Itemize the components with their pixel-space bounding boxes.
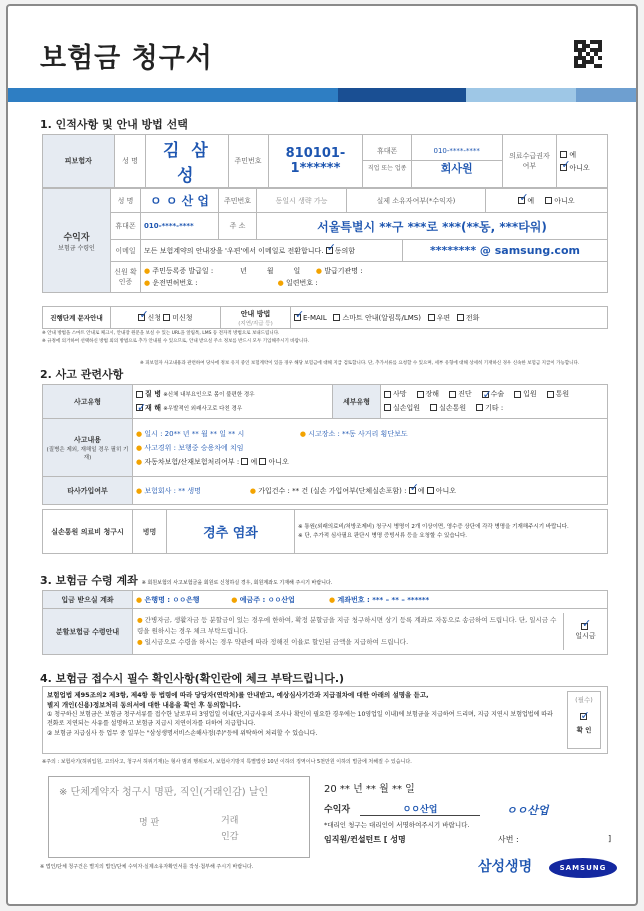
car-insurance-text: 자동차보험/산재보험처리여부 : <box>144 457 240 466</box>
bank-name[interactable]: 은행명 : ㅇㅇ은행 <box>144 595 200 604</box>
detail-checkbox[interactable] <box>449 391 456 398</box>
section-2-note: ※ 피보험자 사고내용과 관련하여 당사에 정보 유지 중인 보험계약이 있을 경우 해당 보험금에 대해 지급 검토합니다. 단, 추가서류를 요청할 수 있으며, 세부 유형에 대해 상세히 기재하신 경우 신속한 보험금 지급이 가능합니다. <box>140 361 580 366</box>
confirm-item-2: ② 보험금 지급심사 등 업무 중 일부는 "삼성생명서비스손해사정(주)"등에 위탁하여 처리할 수 있습니다. <box>47 729 318 737</box>
brand-name: 삼성생명 <box>478 859 533 875</box>
r-idnum-label: 주민번호 <box>219 189 257 213</box>
progress-none-checkbox[interactable] <box>163 314 170 321</box>
loss-no-label: 아니오 <box>435 486 456 495</box>
corp-serial[interactable]: 일련번호 : <box>285 279 318 288</box>
detail-label: 실손통원 <box>439 403 467 412</box>
split-label: 분할보험금 수령안내 <box>43 609 133 655</box>
section-3-title: 3. 보험금 수령 계좌 <box>40 574 138 587</box>
detail-types-row-1 <box>384 388 604 401</box>
detail-checkbox[interactable] <box>482 391 489 398</box>
medical-no-checkbox[interactable] <box>560 164 567 171</box>
detail-label: 세부유형 <box>333 385 381 419</box>
detail-label: 통원 <box>555 390 570 399</box>
recipient-address[interactable]: 서울특별시 **구 ***로 ***(**동, ***타워) <box>257 213 608 240</box>
detail-types-row-2 <box>384 402 604 415</box>
corp-issuer[interactable]: 발급기관명 : <box>324 266 363 275</box>
split-text: 간병자금, 생활자금 등 분할금이 있는 경우에 한하여, 확정 분할금을 지금 청구하시면 상기 등록 계좌로 자동으로 송금하여 드립니다. 단, 일시금 수령을 원하시는 경우 체크 부탁드립니다. <box>137 615 557 635</box>
insured-phone[interactable]: 010-****-**** <box>412 144 502 161</box>
detail-checkbox[interactable] <box>514 391 521 398</box>
idnum-label: 주민번호 <box>228 135 268 188</box>
content-label: 사고내용 <box>73 435 102 444</box>
seal-right-1: 거래 <box>221 816 239 826</box>
guide-email-label: E-MAIL <box>303 313 327 322</box>
corp-month: 월 <box>266 266 274 275</box>
section-2-heading: 2. 사고 관련사항 <box>40 368 124 381</box>
detail-label: 입원 <box>523 390 537 399</box>
seal-box[interactable] <box>48 776 310 858</box>
owner-no-checkbox[interactable] <box>545 197 552 204</box>
insured-name[interactable]: 김 삼 성 <box>146 135 228 188</box>
recipient-name[interactable]: ㅇ ㅇ 산 업 <box>141 189 219 213</box>
recipient-label: 수익자 <box>63 232 90 243</box>
insured-job[interactable]: 회사원 <box>440 162 473 175</box>
corp-license[interactable]: 운전면허번호 : <box>152 279 198 288</box>
corp-id-label: 신원 확인증 <box>111 262 141 293</box>
must-label: (필수) <box>575 696 593 704</box>
confirm-line-2: 별지 개인(신용)정보처리 동의서에 대한 내용을 확인 후 동의합니다. <box>47 701 241 710</box>
lump-sum-label: 일시금 <box>575 631 596 640</box>
loss-no-checkbox[interactable] <box>427 487 434 494</box>
accident-date[interactable]: 일시 : 20** 년 ** 월 ** 일 ** 시 <box>144 429 245 438</box>
detail-checkbox[interactable] <box>384 404 391 411</box>
corp-id-date[interactable]: 주민등록증 발급일 : <box>152 266 214 275</box>
stripe-seg-1 <box>8 88 338 102</box>
guide-note-2: ※ 규정에 의거하여 선택하신 방법 외의 방법으로 추가 안내될 수 있으므로, 안내 받으실 주소 정보를 반드시 모두 기입해주시기 바랍니다. <box>42 339 310 344</box>
guide-label: 안내 방법 <box>240 309 271 318</box>
progress-label: 진행단계 문자안내 <box>43 307 111 329</box>
detail-checkbox[interactable] <box>430 404 437 411</box>
seal-left: 명 판 <box>139 818 160 828</box>
sign-recipient-label: 수익자 <box>324 805 351 815</box>
loss-note-1: ※ 통원(외래의료비/처방조제비) 청구시 병명이 2개 이상이면, 영수증 상단에 각각 병명을 기재해주시기 바랍니다. <box>298 523 569 530</box>
sign-recipient-value[interactable]: ㅇㅇ산업 <box>360 802 480 816</box>
confirm-box <box>42 686 608 754</box>
email-convert-text: 모든 보험계약의 안내장을 '우편'에서 이메일로 전환합니다. <box>144 246 324 255</box>
other-label: 타사가입여부 <box>43 477 133 505</box>
stripe-seg-3 <box>466 88 576 102</box>
accident-cause[interactable]: 사고경위 : 보행중 승용차에 치임 <box>144 443 244 452</box>
car-no-label: 아니오 <box>268 457 289 466</box>
lump-sum-checkbox[interactable] <box>581 623 588 630</box>
other-count[interactable]: 가입건수 : ** 건 (실손 가입여부(단체실손포함) : <box>258 486 407 495</box>
section-3-heading <box>40 572 332 588</box>
accident-content-table: 사고내용 (질병은 제외, 재해일 경우 필히 기재) ● 일시 : 20** 년 ** 월 ** 일 ** 시 ● 시고장소 : **동 사거리 횡단보도 ● 사고경위 : 보행중 승용차에 치임 ● 자동차보험/산재보험처리여부 : 예 아니오 타사가입여부 ● 보험회사 : ** 생명 ● 가입건수 : ** 건 (실손 가입여부(단체실손포함) : ✓ 예 아니오 <box>42 418 608 505</box>
guide-note-1: ※ 안내 방법을 스마트 안내로 체크시, 안내장 원문을 보실 수 있는 URL을 알림톡, LMS 등 전자적 방법으로 보내드립니다. <box>42 331 280 336</box>
bottom-note: ※ 법인/단체 청구건은 별지의 법인/단체 수익자·실제소유자확인서를 작성·첨부해 주시기 바랍니다. <box>40 864 254 870</box>
insured-idnum[interactable]: 810101-1****** <box>268 135 363 188</box>
disease-checkbox[interactable] <box>136 391 143 398</box>
staff-id[interactable]: 사번 : <box>498 835 519 844</box>
phone-label: 휴대폰 <box>363 144 410 161</box>
email-agree-checkbox[interactable] <box>326 247 333 254</box>
qr-code-icon <box>574 40 602 68</box>
detail-label: 기타 : <box>485 403 504 412</box>
seal-right-2: 인감 <box>221 832 239 842</box>
staff-bracket: ] <box>608 834 612 843</box>
confirm-label: 확 인 <box>576 726 592 735</box>
guide-phone-checkbox[interactable] <box>457 314 464 321</box>
account-holder[interactable]: 예금주 : ㅇㅇ산업 <box>239 595 295 604</box>
recipient-email[interactable]: ******** @ samsung.com <box>403 239 608 261</box>
guide-sublabel: (지연/지급 등) <box>238 320 273 327</box>
confirm-line-1: 보험업법 제95조의2 제3항, 제4항 등 법령에 따라 당당자(연락처)를 안내받고, 예상심사기간과 지급절차에 대한 아래의 설명을 듣고, <box>47 691 429 699</box>
account-number[interactable]: 계좌번호 : *** – ** – ****** <box>337 595 430 604</box>
section-4-heading: 4. 보험금 접수시 필수 확인사항(확인란에 체크 부탁드립니다.) <box>40 672 345 685</box>
confirm-item-1: ① 청구하신 보험금은 보험금 청구서류를 접수한 날로부터 3영업일 이내(단,지급사유의 조사나 확인이 필요한 경우에는 10영업일 이내)에 보험금을 지급하여 드리며, 지급 지연시 보험업법에 따라 전화로 지연되는 사유를 설명하고 보험금 지급시 지연이자를 더하여 지급합니다. <box>47 711 553 728</box>
progress-apply-checkbox[interactable] <box>138 314 145 321</box>
disease-name-value[interactable]: 경추 염좌 <box>167 510 295 554</box>
account-table: 입금 받으실 계좌 ● 은행명 : ㅇㅇ은행 ● 예금주 : ㅇㅇ산업 ● 계좌번호 : *** – ** – ****** 분할보험금 수령안내 ● 간병자금, 생활자금 등 분할금이 있는 경우에 한하여, 확정 분할금을 지금 청구하시면 상기 등록 계좌로 자동으로 송금하여 드립니다. 단, 일시금 수령을 원하시는 경우 체크 부탁드립니다. ● 일시금으로 수령을 하시는 경우 약관에 따라 정해진 이율로 할인된 금액을 지급하여 드립니다. ✓ 일시금 <box>42 590 608 655</box>
split-text-2: 일시금으로 수령을 하시는 경우 약관에 따라 정해진 이율로 할인된 금액을 지급하여 드립니다. <box>144 638 409 647</box>
car-yes-checkbox[interactable] <box>241 458 248 465</box>
name-label: 성 명 <box>114 135 146 188</box>
guide-method-table <box>42 306 608 329</box>
qr-cell <box>598 64 602 68</box>
r-email-label: 이메일 <box>111 239 141 261</box>
account-label: 입금 받으실 계좌 <box>43 591 133 609</box>
recipient-sublabel: 보험금 수령인 <box>58 244 95 252</box>
job-label: 직업 또는 업종 <box>367 165 407 172</box>
guide-email-checkbox[interactable] <box>294 314 301 321</box>
disease-note: ※신체 내부요인으로 몸이 불편한 경우 <box>163 392 255 399</box>
medical-no-label: 아니오 <box>569 163 590 172</box>
disease-name-label: 병명 <box>133 510 167 554</box>
section-1-heading: 1. 인적사항 및 안내 방법 선택 <box>40 118 188 131</box>
detail-checkbox[interactable] <box>417 391 424 398</box>
guide-phone-label: 전화 <box>465 313 480 322</box>
personal-info-table <box>42 134 608 188</box>
detail-checkbox[interactable] <box>547 391 554 398</box>
stripe-seg-4 <box>576 88 636 102</box>
owner-yes-checkbox[interactable] <box>518 197 525 204</box>
medical-yes-checkbox[interactable] <box>560 151 567 158</box>
insured-label: 피보험자 <box>43 135 115 188</box>
detail-label: 진단 <box>458 390 472 399</box>
guide-mail-label: 우편 <box>436 313 451 322</box>
loss-yes-checkbox[interactable] <box>409 487 416 494</box>
header-stripe <box>8 88 636 102</box>
owner-no-label: 아니오 <box>554 196 575 205</box>
detail-label: 장해 <box>425 390 440 399</box>
medical-label: 의료수급권자 여부 <box>502 135 557 188</box>
samsung-logo-icon: SAMSUNG <box>549 858 617 878</box>
accident-place[interactable]: 시고장소 : **동 사거리 횡단보도 <box>308 429 408 438</box>
medical-yes-label: 예 <box>569 150 577 159</box>
progress-apply-label: 신청 <box>147 313 161 322</box>
owner-yes-label: 예 <box>527 196 535 205</box>
guide-sms-label: 스마트 안내(알림톡/LMS) <box>342 313 421 322</box>
loss-note-2: ※ 단, 추가적 심사필요 판단시 병명 증빙서류 등을 요청할 수 있습니다. <box>298 532 468 539</box>
detail-label: 사망 <box>393 390 407 399</box>
injury-checkbox[interactable] <box>136 404 143 411</box>
section-3-note: ※ 회원보험의 사고보험금을 회원로 신청하실 경우, 회원계좌도 기재해 주시기 바랍니다. <box>141 580 333 586</box>
detail-checkbox[interactable] <box>384 391 391 398</box>
email-agree-label: 동의함 <box>334 246 356 255</box>
recipient-table: 수익자 보험금 수령인 성 명 ㅇ ㅇ 산 업 주민번호 동일시 생략 가능 실제 소유자여부(*수익자) ✓ 예 아니오 휴대폰 010-****-**** 주 소 서울특별시 **구 ***로 ***(**동, ***타워) 이메일 모든 보험계약의 안내장을 '우편'에서 이메일로 전환합니다. ✓ 동의함 ******** @ samsung.com 신원 확인증 ● 주민등록증 발급일 : 년 월 일 ● 발급기관명 : ● 운전면허번호 : ● 일련번호 : <box>42 188 608 293</box>
injury-label: 재 해 <box>145 403 161 412</box>
corp-year: 년 <box>239 266 247 275</box>
detail-label: 실손입원 <box>393 403 421 412</box>
claim-form-page <box>6 4 638 906</box>
detail-label: 수술 <box>490 390 505 399</box>
loss-yes-label: 예 <box>417 486 425 495</box>
seal-box-hint: ※ 단체계약자 청구시 명판, 직인(거래인감) 날인 <box>59 787 269 798</box>
r-actual-owner: 실제 소유자여부(*수익자) <box>347 189 486 213</box>
loss-label: 실손통원 의료비 청구시 <box>43 510 133 554</box>
type-label: 사고유형 <box>43 385 133 419</box>
proxy-note: *대리인 청구는 대리인이 서명하여주시기 바랍니다. <box>324 821 470 829</box>
stripe-seg-2 <box>338 88 466 102</box>
fraud-warning: ※주의 : 보험사기(허위입원, 고의사고, 청구서 허위기재)는 형사 범죄 행위로서, 보험사기방지 특별법상 10년 이하의 징역이나 5천만원 이하의 벌금에 처해질 수 있습니다. <box>42 759 412 765</box>
r-name-label: 성 명 <box>111 189 141 213</box>
injury-note: ※우발적인 외래사고로 다친 경우 <box>163 405 243 412</box>
progress-none-label: 미신청 <box>172 313 193 322</box>
accident-table <box>42 384 608 419</box>
staff-label: 임직원/컨설턴트 [ 성명 <box>324 835 406 844</box>
guide-sms-checkbox[interactable] <box>333 314 340 321</box>
r-addr-label: 주 소 <box>219 213 257 240</box>
page-title: 보험금 청구서 <box>40 43 213 74</box>
disease-label: 질 병 <box>145 390 161 399</box>
recipient-phone[interactable]: 010-****-**** <box>141 213 219 240</box>
loss-claim-table <box>42 509 608 554</box>
car-yes-label: 예 <box>250 457 258 466</box>
content-sublabel: (질병은 제외, 재해일 경우 필히 기재) <box>46 446 129 461</box>
r-idnum-hint[interactable]: 동일시 생략 가능 <box>257 189 347 213</box>
guide-mail-checkbox[interactable] <box>428 314 435 321</box>
r-phone-label: 휴대폰 <box>111 213 141 240</box>
sign-date[interactable]: 20 ** 년 ** 월 ** 일 <box>324 784 415 795</box>
confirm-checkbox[interactable] <box>580 713 587 720</box>
car-no-checkbox[interactable] <box>259 458 266 465</box>
other-company[interactable]: 보험회사 : ** 생명 <box>144 486 201 495</box>
signature[interactable]: ㅇㅇ산업 <box>506 804 549 817</box>
corp-day: 일 <box>293 266 301 275</box>
detail-checkbox[interactable] <box>476 404 483 411</box>
